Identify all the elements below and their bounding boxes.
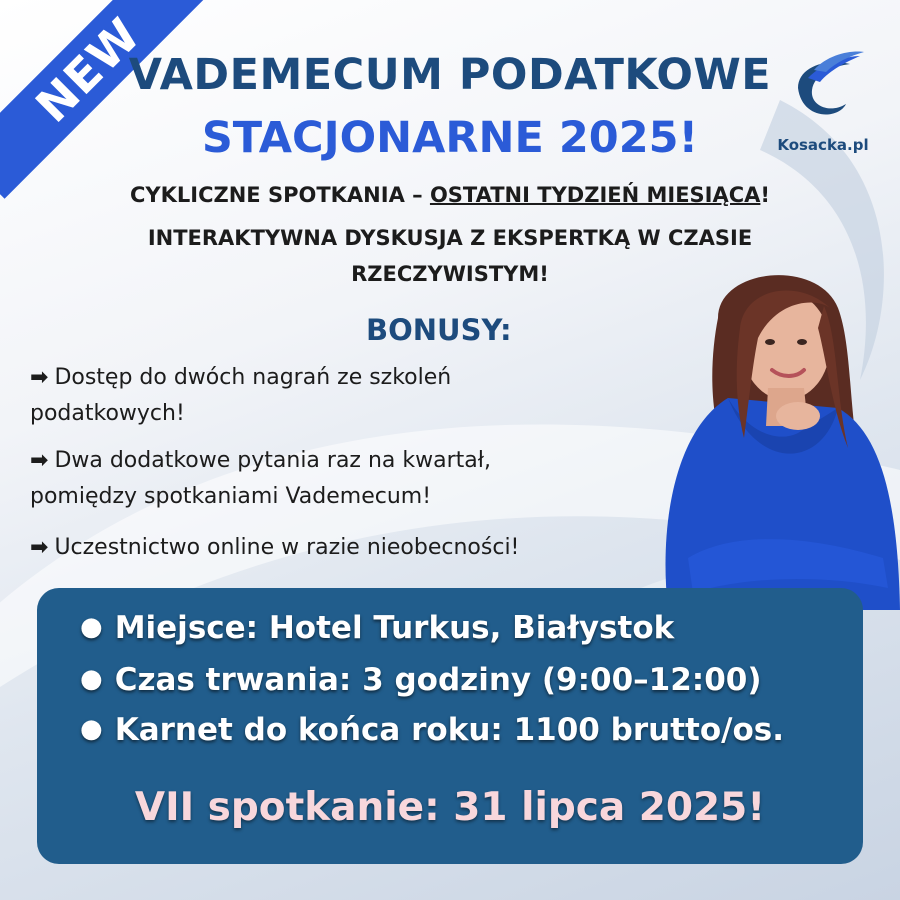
schedule-prefix: CYKLICZNE SPOTKANIA – [130, 183, 430, 207]
detail-text: Miejsce: Hotel Turkus, Białystok [114, 610, 675, 646]
right-arrow-icon: ➡ [30, 535, 49, 560]
right-arrow-icon: ➡ [30, 448, 49, 473]
right-arrow-icon: ➡ [30, 365, 49, 390]
detail-text: Karnet do końca roku: 1100 brutto/os. [114, 712, 785, 748]
schedule-line [0, 183, 900, 207]
bonus-text-line2: pomiędzy spotkaniami Vademecum! [30, 484, 432, 509]
bonus-text-line1: Dostęp do dwóch nagrań ze szkoleń [54, 365, 452, 390]
discussion-line-1: INTERAKTYWNA DYSKUSJA Z EKSPERTKĄ W CZASIE [147, 226, 753, 250]
logo-text: Kosacka.pl [777, 136, 869, 154]
page-title: VADEMECUM PODATKOWE [128, 50, 772, 100]
bonus-text-line2: podatkowych! [30, 401, 185, 426]
detail-text: Czas trwania: 3 godziny (9:00–12:00) [114, 662, 762, 698]
bullet-icon: ● [80, 664, 103, 694]
bonus-text-line1: Dwa dodatkowe pytania raz na kwartał, [54, 448, 491, 473]
schedule-emphasis: OSTATNI TYDZIEŃ MIESIĄCA [429, 183, 761, 207]
brand-logo [768, 48, 878, 158]
wing-swirl-logo-icon [768, 48, 878, 128]
new-ribbon-label: NEW [0, 0, 217, 199]
detail-price [80, 712, 784, 748]
bonuses-heading: BONUSY: [366, 313, 512, 347]
bonus-item [30, 530, 670, 566]
bonus-item [30, 360, 670, 432]
bullet-icon: ● [80, 612, 103, 642]
bullet-icon: ● [80, 714, 103, 744]
discussion-line-2: RZECZYWISTYM! [351, 262, 549, 286]
event-date: VII spotkanie: 31 lipca 2025! [134, 785, 766, 830]
page-subtitle: STACJONARNE 2025! [201, 113, 699, 163]
bonus-text-line1: Uczestnictwo online w razie nieobecności! [54, 535, 520, 560]
expert-portrait [648, 258, 900, 610]
schedule-suffix: ! [760, 183, 770, 207]
detail-duration [80, 662, 762, 698]
detail-location [80, 610, 674, 646]
bonus-item [30, 443, 670, 515]
